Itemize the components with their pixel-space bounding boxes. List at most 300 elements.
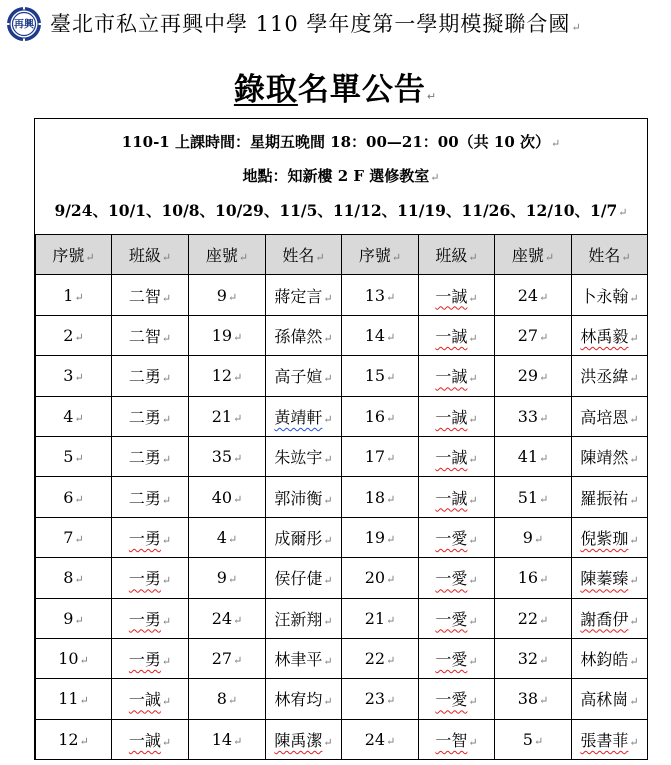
cell-text: 一誠 [435, 407, 468, 427]
cell-name [266, 477, 342, 517]
cell-seat [495, 679, 572, 719]
cell-text: 倪紫珈 [580, 528, 629, 548]
paragraph-mark: ↵ [323, 291, 333, 305]
paragraph-mark: ↵ [629, 735, 639, 749]
cell-text: 一誠 [435, 326, 468, 346]
cell-class [112, 638, 189, 678]
cell-text: 41 [517, 447, 539, 467]
paragraph-mark: ↵ [391, 251, 402, 265]
cell-text: 一勇 [128, 609, 161, 629]
paragraph-mark: ↵ [323, 331, 333, 345]
cell-text: 3 [63, 366, 74, 386]
paragraph-mark: ↵ [386, 532, 396, 546]
cell-text: 朱竑宇 [274, 448, 323, 468]
header-seq: 序號↵ [36, 235, 112, 275]
cell-seq [342, 396, 419, 436]
cell-text: 高培恩 [580, 407, 629, 427]
cell-text: 一誠 [435, 488, 468, 508]
cell-seat [495, 315, 572, 355]
paragraph-mark: ↵ [74, 371, 84, 385]
paragraph-mark: ↵ [74, 492, 84, 506]
cell-name [266, 436, 342, 476]
cell-text: 24 [364, 729, 386, 749]
cell-seq [36, 598, 112, 638]
paragraph-mark: ↵ [468, 372, 478, 386]
cell-seq [36, 558, 112, 598]
paragraph-mark: ↵ [539, 654, 549, 668]
cell-text: 一誠 [435, 286, 468, 306]
paragraph-mark: ↵ [161, 493, 172, 507]
cell-class [112, 356, 189, 396]
cell-seq [342, 719, 419, 759]
table-row [36, 315, 648, 355]
table-row [36, 558, 648, 598]
cell-class [112, 315, 189, 355]
cell-text: 一誠 [435, 448, 468, 468]
cell-name [266, 356, 342, 396]
paragraph-mark: ↵ [161, 251, 172, 265]
cell-class [419, 558, 495, 598]
cell-seq [36, 356, 112, 396]
cell-seat [189, 436, 266, 476]
paragraph-mark: ↵ [323, 574, 333, 588]
cell-text: 12 [211, 366, 233, 386]
cell-name [572, 275, 648, 315]
paragraph-mark: ↵ [233, 452, 243, 466]
cell-text: 24 [517, 285, 539, 305]
cell-text: 一勇 [128, 650, 161, 670]
cell-seq [36, 315, 112, 355]
paragraph-mark: ↵ [79, 694, 89, 708]
cell-text: 二勇 [128, 488, 161, 508]
cell-class [112, 598, 189, 638]
cell-seat [495, 356, 572, 396]
document-title: 錄取名單公告↵ [233, 72, 438, 108]
paragraph-mark: ↵ [629, 493, 639, 507]
paragraph-mark: ↵ [386, 411, 396, 425]
cell-text: 陳禹潔 [274, 730, 323, 750]
paragraph-mark: ↵ [85, 251, 95, 265]
class-location: 地點：知新樓 2 F 選修教室↵ [242, 167, 440, 185]
paragraph-mark: ↵ [629, 331, 639, 345]
paragraph-mark: ↵ [233, 654, 243, 668]
cell-text: 4 [216, 527, 227, 547]
cell-seat [189, 679, 266, 719]
paragraph-mark: ↵ [323, 412, 333, 426]
paragraph-mark: ↵ [323, 372, 333, 386]
cell-text: 16 [517, 568, 539, 588]
cell-text: 33 [517, 406, 539, 426]
cell-class [112, 275, 189, 315]
table-row [36, 679, 648, 719]
paragraph-mark: ↵ [227, 573, 238, 587]
cell-text: 二勇 [128, 367, 161, 387]
cell-seat [189, 477, 266, 517]
cell-text: 15 [364, 366, 386, 386]
cell-seq [36, 517, 112, 557]
cell-text: 7 [63, 527, 74, 547]
paragraph-mark: ↵ [468, 614, 478, 628]
paragraph-mark: ↵ [539, 452, 549, 466]
cell-seq [36, 477, 112, 517]
cell-name [266, 598, 342, 638]
paragraph-mark: ↵ [161, 412, 172, 426]
paragraph-mark: ↵ [468, 291, 478, 305]
cell-text: 35 [211, 447, 233, 467]
paragraph-mark: ↵ [539, 411, 549, 425]
cell-text: 10 [58, 649, 79, 669]
cell-text: 8 [63, 568, 74, 588]
paragraph-mark: ↵ [386, 734, 396, 748]
cell-text: 一誠 [128, 690, 161, 710]
cell-text: 4 [63, 406, 74, 426]
paragraph-mark: ↵ [233, 734, 243, 748]
paragraph-mark: ↵ [533, 532, 544, 546]
cell-class [112, 558, 189, 598]
cell-class [419, 356, 495, 396]
cell-text: 二勇 [128, 407, 161, 427]
cell-text: 24 [211, 608, 233, 628]
header-name: 姓名↵ [266, 235, 342, 275]
paragraph-mark: ↵ [74, 613, 84, 627]
cell-class [419, 275, 495, 315]
cell-text: 卜永翰 [580, 286, 629, 306]
cell-class [419, 638, 495, 678]
paragraph-mark: ↵ [539, 371, 549, 385]
cell-text: 14 [211, 729, 233, 749]
cell-seq [342, 315, 419, 355]
cell-text: 22 [517, 608, 539, 628]
paragraph-mark: ↵ [386, 613, 396, 627]
cell-text: 38 [517, 689, 539, 709]
cell-text: 一勇 [128, 528, 161, 548]
paragraph-mark: ↵ [74, 452, 84, 466]
cell-seq [342, 436, 419, 476]
paragraph-mark: ↵ [468, 655, 478, 669]
paragraph-mark: ↵ [539, 573, 549, 587]
cell-class [419, 477, 495, 517]
cell-seat [189, 558, 266, 598]
cell-name [266, 517, 342, 557]
paragraph-mark: ↵ [227, 290, 238, 304]
paragraph-mark: ↵ [161, 614, 172, 628]
cell-class [112, 679, 189, 719]
cell-text: 22 [364, 649, 386, 669]
cell-text: 洪丞緯 [580, 367, 629, 387]
paragraph-mark: ↵ [629, 412, 639, 426]
cell-text: 14 [364, 325, 386, 345]
cell-text: 40 [211, 487, 233, 507]
paragraph-mark: ↵ [533, 734, 544, 748]
paragraph-mark: ↵ [539, 492, 549, 506]
table-row [36, 638, 648, 678]
cell-text: 一愛 [435, 690, 468, 710]
school-logo [6, 6, 42, 42]
cell-class [419, 315, 495, 355]
cell-text: 汪新翔 [274, 609, 323, 629]
paragraph-mark: ↵ [74, 411, 84, 425]
cell-text: 陳蓁臻 [580, 569, 629, 589]
cell-seq [342, 275, 419, 315]
paragraph-mark: ↵ [629, 533, 639, 547]
cell-seat [189, 517, 266, 557]
paragraph-mark: ↵ [629, 453, 639, 467]
cell-class [419, 598, 495, 638]
cell-text: 一誠 [435, 367, 468, 387]
paragraph-mark: ↵ [233, 613, 243, 627]
title-announcement: 名單公告 [297, 72, 426, 108]
cell-text: 羅振祐 [580, 488, 629, 508]
paragraph-mark: ↵ [539, 290, 549, 304]
cell-name [572, 517, 648, 557]
cell-seq [36, 396, 112, 436]
cell-text: 郭沛衡 [274, 488, 323, 508]
cell-text: 林禹毅 [580, 326, 629, 346]
paragraph-mark: ↵ [233, 330, 243, 344]
paragraph-mark: ↵ [539, 694, 549, 708]
paragraph-mark: ↵ [386, 654, 396, 668]
paragraph-mark: ↵ [161, 331, 172, 345]
cell-name [572, 598, 648, 638]
paragraph-mark: ↵ [161, 533, 172, 547]
cell-class [419, 517, 495, 557]
cell-name [266, 558, 342, 598]
paragraph-mark: ↵ [323, 655, 333, 669]
cell-text: 27 [211, 649, 233, 669]
cell-text: 一愛 [435, 609, 468, 629]
cell-text: 11 [58, 689, 79, 709]
svg-text:再興: 再興 [14, 19, 34, 31]
cell-class [112, 396, 189, 436]
cell-name [572, 396, 648, 436]
paragraph-mark: ↵ [161, 574, 172, 588]
paragraph-mark: ↵ [323, 695, 333, 709]
paragraph-mark: ↵ [386, 330, 396, 344]
cell-seat [495, 638, 572, 678]
cell-text: 二勇 [128, 448, 161, 468]
cell-name [572, 477, 648, 517]
cell-text: 16 [364, 406, 386, 426]
class-dates: 9/24、10/1、10/8、10/29、11/5、11/12、11/19、11/26、12/10、1/7↵ [54, 201, 628, 220]
paragraph-mark: ↵ [161, 372, 172, 386]
cell-class [419, 719, 495, 759]
cell-text: 一勇 [128, 569, 161, 589]
cell-class [112, 477, 189, 517]
cell-text: 侯仔倢 [274, 569, 323, 589]
cell-text: 一誠 [128, 730, 161, 750]
cell-text: 孫偉然 [274, 326, 323, 346]
table-row [36, 598, 648, 638]
cell-name [266, 275, 342, 315]
cell-text: 林聿平 [274, 650, 323, 670]
cell-class [419, 679, 495, 719]
cell-seq [36, 719, 112, 759]
cell-name [572, 356, 648, 396]
paragraph-mark: ↵ [629, 695, 639, 709]
cell-text: 9 [522, 527, 533, 547]
cell-seat [495, 477, 572, 517]
paragraph-mark: ↵ [386, 573, 396, 587]
paragraph-mark: ↵ [629, 291, 639, 305]
paragraph-mark: ↵ [629, 614, 639, 628]
cell-text: 9 [216, 568, 227, 588]
cell-seq [36, 679, 112, 719]
cell-text: 二智 [128, 286, 161, 306]
cell-text: 21 [364, 608, 386, 628]
school-title: 臺北市私立再興中學 110 學年度第一學期模擬聯合國↵ [50, 12, 582, 36]
cell-seat [189, 719, 266, 759]
paragraph-mark: ↵ [468, 533, 478, 547]
title-admitted: 錄取 [233, 72, 298, 108]
cell-seat [495, 558, 572, 598]
paragraph-mark: ↵ [386, 492, 396, 506]
cell-name [266, 719, 342, 759]
cell-name [572, 679, 648, 719]
paragraph-mark: ↵ [386, 290, 396, 304]
cell-text: 一智 [435, 730, 468, 750]
paragraph-mark: ↵ [468, 331, 478, 345]
table-row [36, 396, 648, 436]
cell-text: 張書菲 [580, 730, 629, 750]
cell-seq [342, 356, 419, 396]
paragraph-mark: ↵ [233, 492, 243, 506]
paragraph-mark: ↵ [629, 574, 639, 588]
paragraph-mark: ↵ [315, 251, 325, 265]
header-class: 班級↵ [112, 235, 189, 275]
paragraph-mark: ↵ [468, 412, 478, 426]
paragraph-mark: ↵ [323, 493, 333, 507]
header-class: 班級↵ [419, 235, 495, 275]
paragraph-mark: ↵ [233, 371, 243, 385]
cell-seq [36, 638, 112, 678]
paragraph-mark: ↵ [74, 573, 84, 587]
cell-seq [342, 477, 419, 517]
paragraph-mark: ↵ [539, 330, 549, 344]
paragraph-mark: ↵ [629, 372, 639, 386]
cell-seat [495, 275, 572, 315]
cell-text: 23 [364, 689, 386, 709]
cell-text: 二智 [128, 326, 161, 346]
cell-text: 一愛 [435, 528, 468, 548]
cell-seat [495, 517, 572, 557]
paragraph-mark: ↵ [79, 734, 89, 748]
cell-text: 21 [211, 406, 233, 426]
paragraph-mark: ↵ [386, 694, 396, 708]
paragraph-mark: ↵ [161, 291, 172, 305]
cell-name [572, 315, 648, 355]
table-row [36, 436, 648, 476]
paragraph-mark: ↵ [161, 695, 172, 709]
cell-name [266, 679, 342, 719]
cell-name [266, 315, 342, 355]
paragraph-mark: ↵ [227, 694, 238, 708]
cell-text: 9 [216, 285, 227, 305]
cell-text: 32 [517, 649, 539, 669]
cell-name [266, 396, 342, 436]
cell-text: 27 [517, 325, 539, 345]
cell-text: 51 [517, 487, 539, 507]
paragraph-mark: ↵ [386, 371, 396, 385]
admission-list-frame [34, 118, 648, 760]
paragraph-mark: ↵ [161, 453, 172, 467]
paragraph-mark: ↵ [468, 493, 478, 507]
cell-seq [342, 517, 419, 557]
paragraph-mark: ↵ [323, 453, 333, 467]
paragraph-mark: ↵ [227, 532, 238, 546]
paragraph-mark: ↵ [323, 735, 333, 749]
cell-seat [495, 436, 572, 476]
paragraph-mark: ↵ [238, 251, 249, 265]
cell-text: 謝喬伊 [580, 609, 629, 629]
paragraph-mark: ↵ [468, 695, 478, 709]
cell-text: 19 [364, 527, 386, 547]
cell-text: 高秫崗 [580, 690, 629, 710]
cell-text: 19 [211, 325, 233, 345]
paragraph-mark: ↵ [74, 532, 84, 546]
cell-seq [36, 436, 112, 476]
paragraph-mark: ↵ [161, 735, 172, 749]
header-seq: 序號↵ [342, 235, 419, 275]
cell-text: 5 [63, 447, 74, 467]
cell-seat [189, 315, 266, 355]
table-row [36, 517, 648, 557]
cell-seq [342, 679, 419, 719]
table-row [36, 275, 648, 315]
paragraph-mark: ↵ [74, 330, 84, 344]
cell-seq [342, 638, 419, 678]
cell-seat [189, 396, 266, 436]
cell-class [419, 396, 495, 436]
paragraph-mark: ↵ [323, 533, 333, 547]
paragraph-mark: ↵ [233, 411, 243, 425]
cell-class [112, 436, 189, 476]
paragraph-mark: ↵ [468, 574, 478, 588]
cell-text: 12 [58, 729, 79, 749]
admission-table [35, 234, 648, 760]
cell-class [112, 517, 189, 557]
paragraph-mark: ↵ [468, 735, 478, 749]
cell-seq [36, 275, 112, 315]
cell-seat [189, 598, 266, 638]
cell-text: 成爾彤 [274, 528, 323, 548]
cell-seq [342, 598, 419, 638]
cell-text: 5 [522, 729, 533, 749]
cell-text: 一愛 [435, 650, 468, 670]
cell-class [419, 436, 495, 476]
paragraph-mark: ↵ [74, 290, 84, 304]
header-name: 姓名↵ [572, 235, 648, 275]
cell-text: 蔣定言 [274, 286, 323, 306]
cell-text: 陳靖然 [580, 448, 629, 468]
paragraph-mark: ↵ [161, 655, 172, 669]
paragraph-mark: ↵ [323, 614, 333, 628]
cell-seat [495, 598, 572, 638]
cell-name [572, 638, 648, 678]
cell-text: 林鈞皓 [580, 650, 629, 670]
cell-text: 29 [517, 366, 539, 386]
paragraph-mark: ↵ [629, 655, 639, 669]
paragraph-mark: ↵ [468, 453, 478, 467]
cell-text: 一愛 [435, 569, 468, 589]
cell-name [266, 638, 342, 678]
cell-text: 6 [63, 487, 74, 507]
table-row [36, 719, 648, 759]
cell-seat [495, 396, 572, 436]
cell-text: 8 [216, 689, 227, 709]
cell-text: 9 [63, 608, 74, 628]
cell-text: 20 [364, 568, 386, 588]
cell-text: 2 [63, 325, 74, 345]
